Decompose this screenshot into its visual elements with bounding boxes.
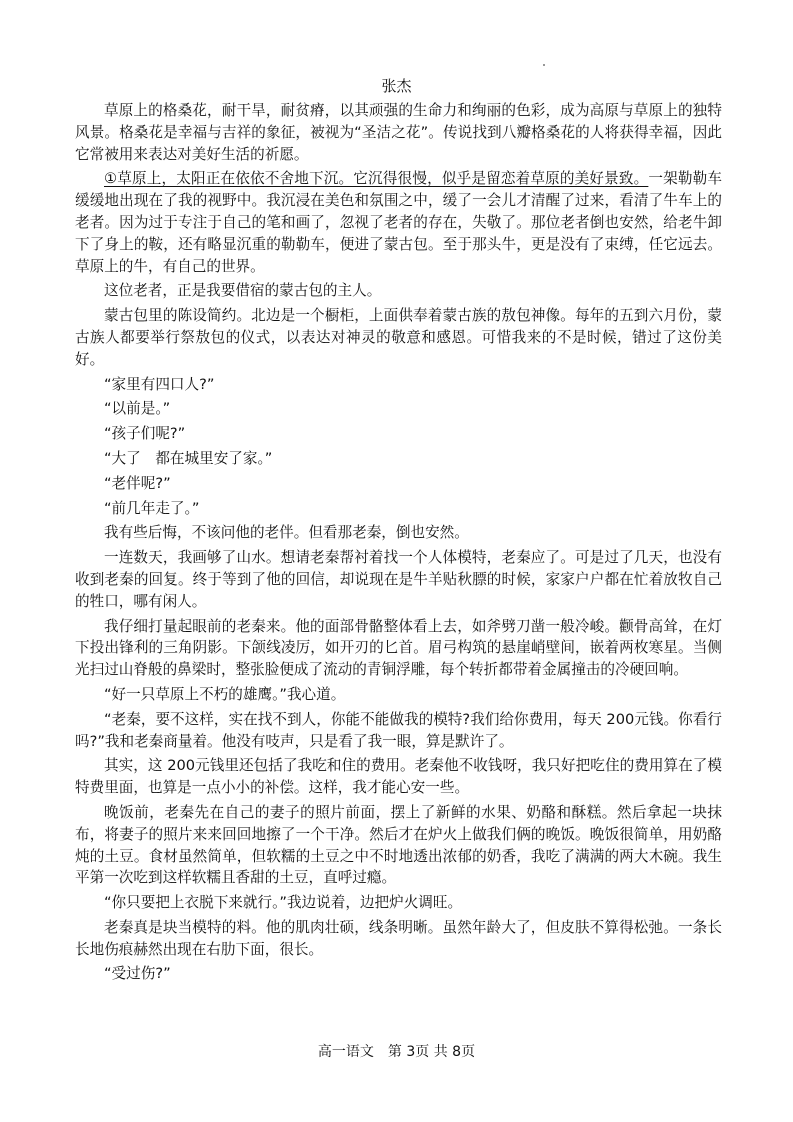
underlined-sentence-1: ①草原上，太阳正在依依不舍地下沉。它沉得很慢，似乎是留恋着草原的美好景致。 [104,170,649,188]
paragraph-16: 其实，这 200元钱里还包括了我吃和住的费用。老秦他不收钱呀，我只好把吃住的费用算在了模特费里面，也算是一点小小的补偿。这样，我才能心安一些。 [75,757,722,797]
paragraph-18: “你只要把上衣脱下来就行。”我边说着，边把炉火调旺。 [104,894,463,912]
paragraph-14: “好一只草原上不朽的雄鹰。”我心道。 [104,685,346,703]
page-footer: 高一语文 第 3页 共 8页 [317,1044,476,1060]
dialogue-line-5: “老伴呢?” [104,474,171,492]
dialogue-line-2: “以前是。” [104,400,171,418]
paragraph-13: 我仔细打量起眼前的老秦来。他的面部骨骼整体看上去，如斧劈刀凿一般冷峻。颧骨高耸，在灯下投出锋利的三角阴影。下颌线凌厉，如开刃的匕首。眉弓构筑的悬崖峭壁间，嵌着两枚寒星。当侧光扫过山脊般的鼻梁时，整张脸便成了流动的青铜浮雕，每个转折都带着金属撞击的冷硬回响。 [75,617,722,679]
article-body [75,100,722,985]
dialogue-line-3: “孩子们呢?” [104,425,186,443]
paragraph-2 [75,168,722,277]
paragraph-17: 晚饭前，老秦先在自己的妻子的照片前面，摆上了新鲜的水果、奶酪和酥糕。然后拿起一块抹布，将妻子的照片来来回回地擦了一个干净。然后才在炉火上做我们俩的晚饭。晚饭很简单，用奶酪炖的土豆。食材虽然简单，但软糯的土豆之中不时地透出浓郁的奶香，我吃了满满的两大木碗。我生平第一次吃到这样软糯且香甜的土豆，直呼过瘾。 [75,803,722,887]
paragraph-1: 草原上的格桑花，耐干旱，耐贫瘠，以其顽强的生命力和绚丽的色彩，成为高原与草原上的独特风景。格桑花是幸福与吉祥的象征，被视为“圣洁之花”。传说找到八瓣格桑花的人将获得幸福，因此它常被用来表达对美好生活的祈愿。 [75,102,722,163]
paragraph-15: “老秦，要不这样，实在找不到人，你能不能做我的模特?我们给你费用，每天 200元钱。你看行吗?”我和老秦商量着。他没有吱声，只是看了我一眼，算是默许了。 [75,710,722,750]
paragraph-4: 蒙古包里的陈设简约。北边是一个橱柜，上面供奉着蒙古族的敖包神像。每年的五到六月份，蒙古族人都要举行祭敖包的仪式，以表达对神灵的敬意和感恩。可惜我来的不是时候，错过了这份美好。 [75,307,722,368]
author-name: 张杰 [381,77,412,95]
dialogue-line-1: “家里有四口人?” [104,375,215,393]
paragraph-3: 这位老者，正是我要借宿的蒙古包的主人。 [104,282,382,300]
paragraph-12: 一连数天，我画够了山水。想请老秦帮衬着找一个人体模特，老秦应了。可是过了几天，也没有收到老秦的回复。终于等到了他的回信，却说现在是牛羊贴秋膘的时候，家家户户都在忙着放牧自己的牲口，哪有闲人。 [75,549,722,610]
dialogue-line-6: “前几年走了。” [104,499,200,517]
paragraph-19: 老秦真是块当模特的料。他的肌肉壮硕，线条明晰。虽然年龄大了，但皮肤不算得松弛。一条长长地伤痕赫然出现在右肋下面，很长。 [75,918,722,958]
dialogue-line-4: “大了 都在城里安了家。” [104,449,273,467]
paragraph-20: “受过伤?” [104,965,171,983]
paragraph-2-rest: 一架勒勒车缓缓地出现在了我的视野中。我沉浸在美色和氛围之中，缓了一会儿才清醒了过来，看清了牛车上的老者。因为过于专注于自己的笔和画了，忽视了老者的存在，失敬了。那位老者倒也安然，给老牛卸下了身上的鞍，还有略显沉重的勒勒车，便进了蒙古包。至于那头牛，更是没有了束缚，任它远去。草原上的牛，有自己的世界。 [75,170,722,275]
scan-dot [543,64,545,66]
paragraph-11: 我有些后悔，不该问他的老伴。但看那老秦，倒也安然。 [104,524,469,542]
